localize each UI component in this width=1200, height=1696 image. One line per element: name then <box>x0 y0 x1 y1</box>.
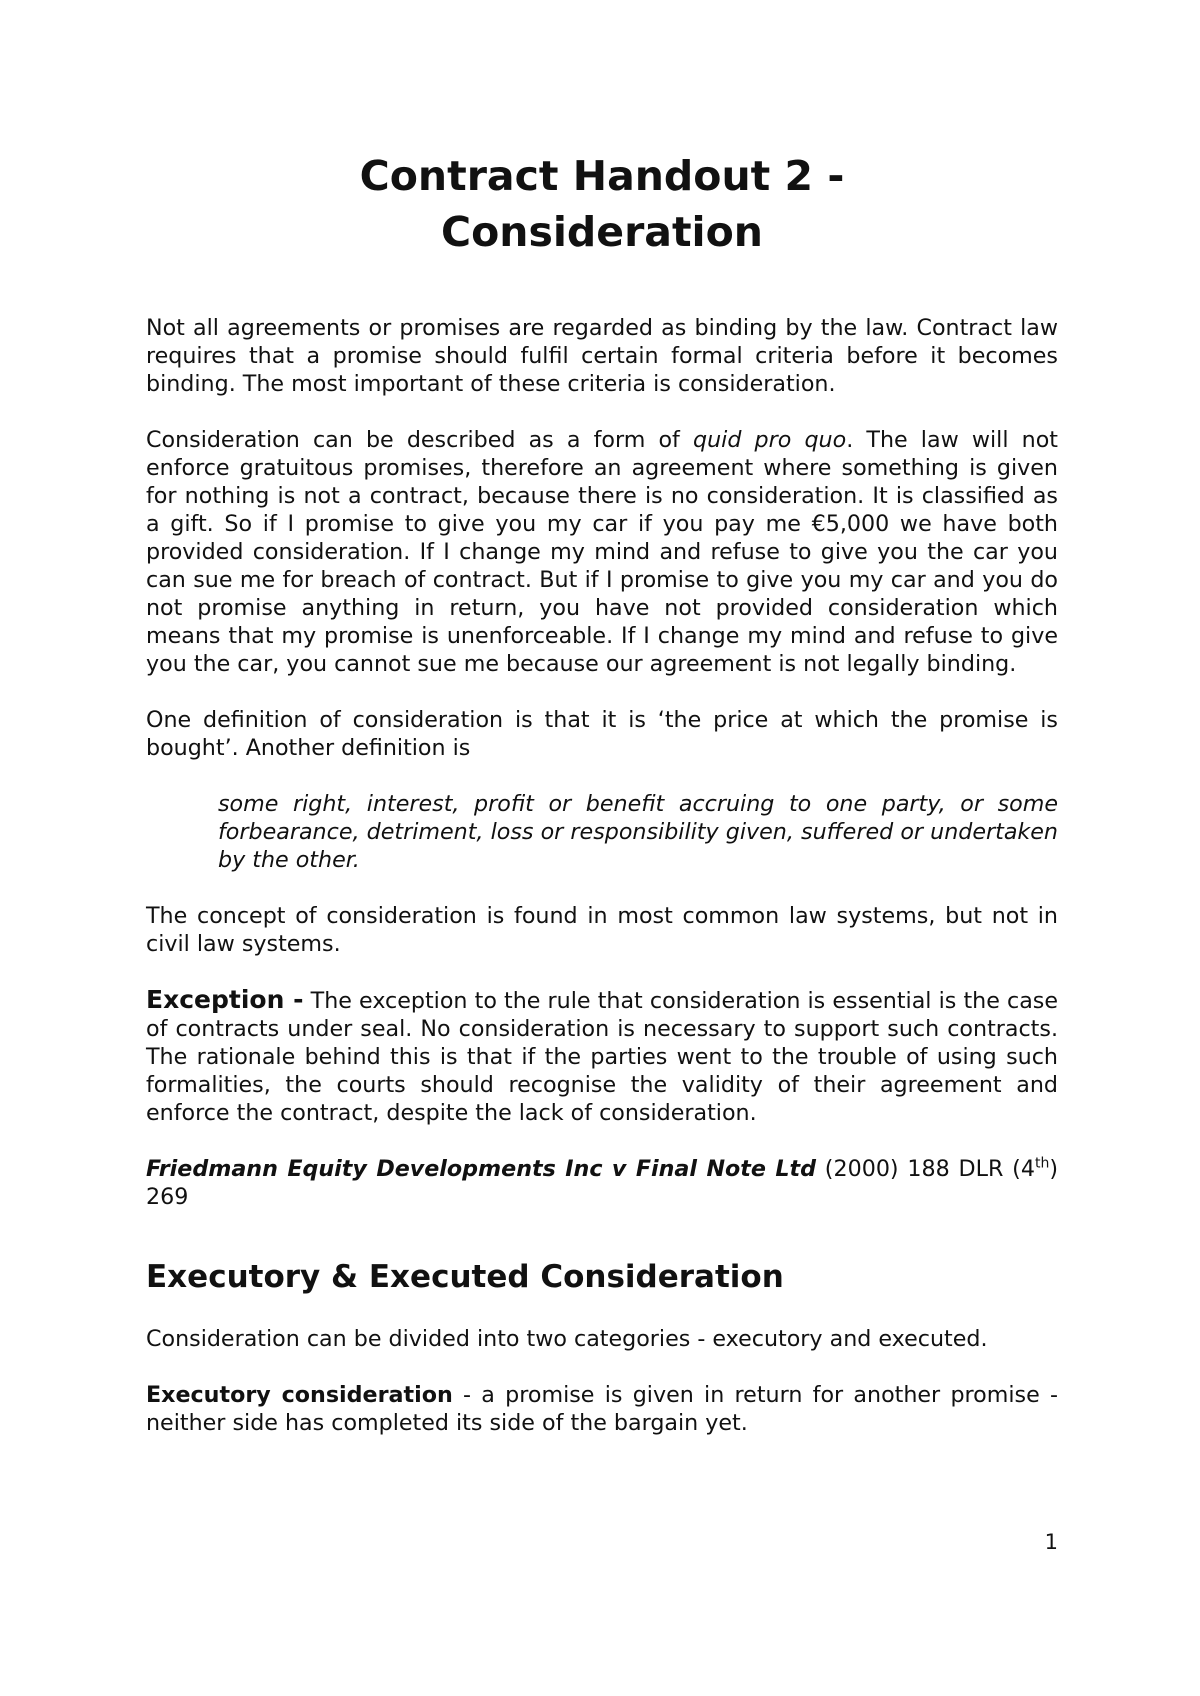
quid-pro-quo-term: quid pro quo <box>693 427 847 453</box>
exception-label: Exception - <box>146 985 304 1014</box>
page-number: 1 <box>1044 1530 1058 1554</box>
document-body <box>146 314 1058 1465</box>
exception-text: The exception to the rule that consideration is essential is the case of contracts under seal. No consideration is necessary to support such contracts. The rationale behind this is that if the parties went to the trouble of using such formalities, the courts should recognise the validity of their agreement and enforce the contract, despite the lack of consideration. <box>146 988 1059 1126</box>
case-citation-part-1: (2000) 188 DLR (4 <box>816 1156 1035 1182</box>
executory-definition: - a promise is given in return for another promise - neither side has completed its side of the bargain yet. <box>146 1382 1058 1436</box>
paragraph-categories: Consideration can be divided into two categories - executory and executed. <box>146 1326 988 1352</box>
paragraph-definition: One definition of consideration is that it is ‘the price at which the promise is bought’. Another definition is <box>146 707 1058 761</box>
paragraph-quid-pro-quo-start: Consideration can be described as a form of <box>146 427 694 453</box>
paragraph-quid-pro-quo <box>146 426 1058 678</box>
paragraph-exception <box>146 986 1058 1127</box>
paragraph-executory <box>146 1381 1058 1437</box>
paragraph-intro: Not all agreements or promises are regarded as binding by the law. Contract law requires that a promise should fulfil certain formal criteria before it becomes binding. The most important of these criteria is consideration. <box>146 315 1058 397</box>
definition-quote: some right, interest, profit or benefit accruing to one party, or some forbearance, detriment, loss or responsibility given, suffered or undertaken by the other. <box>218 791 1058 873</box>
case-citation-part-2: ) 269 <box>146 1156 1058 1210</box>
paragraph-quid-pro-quo-rest: . The law will not enforce gratuitous promises, therefore an agreement where something is given for nothing is not a contract, because there is no consideration. It is classified as a gift. So if I promise to give you my car if you pay me €5,000 we have both provided consideration. If I change my mind and refuse to give you the car you can sue me for breach of contract. But if I promise to give you my car and you do not promise anything in return, you have not provided consideration which means that my promise is unenforceable. If I change my mind and refuse to give you the car, you cannot sue me because our agreement is not legally binding. <box>146 427 1058 677</box>
case-name: Friedmann Equity Developments Inc v Final Note Ltd <box>146 1156 817 1182</box>
executory-term: Executory consideration <box>146 1382 453 1408</box>
document-title <box>146 148 1058 260</box>
case-citation-superscript: th <box>1034 1155 1050 1172</box>
title-line-2: Consideration <box>441 208 763 256</box>
title-line-1: Contract Handout 2 - <box>359 152 845 200</box>
paragraph-common-law: The concept of consideration is found in most common law systems, but not in civil law systems. <box>146 903 1058 957</box>
case-citation <box>146 1155 1058 1211</box>
section-heading-executory-executed: Executory & Executed Consideration <box>146 1259 784 1295</box>
